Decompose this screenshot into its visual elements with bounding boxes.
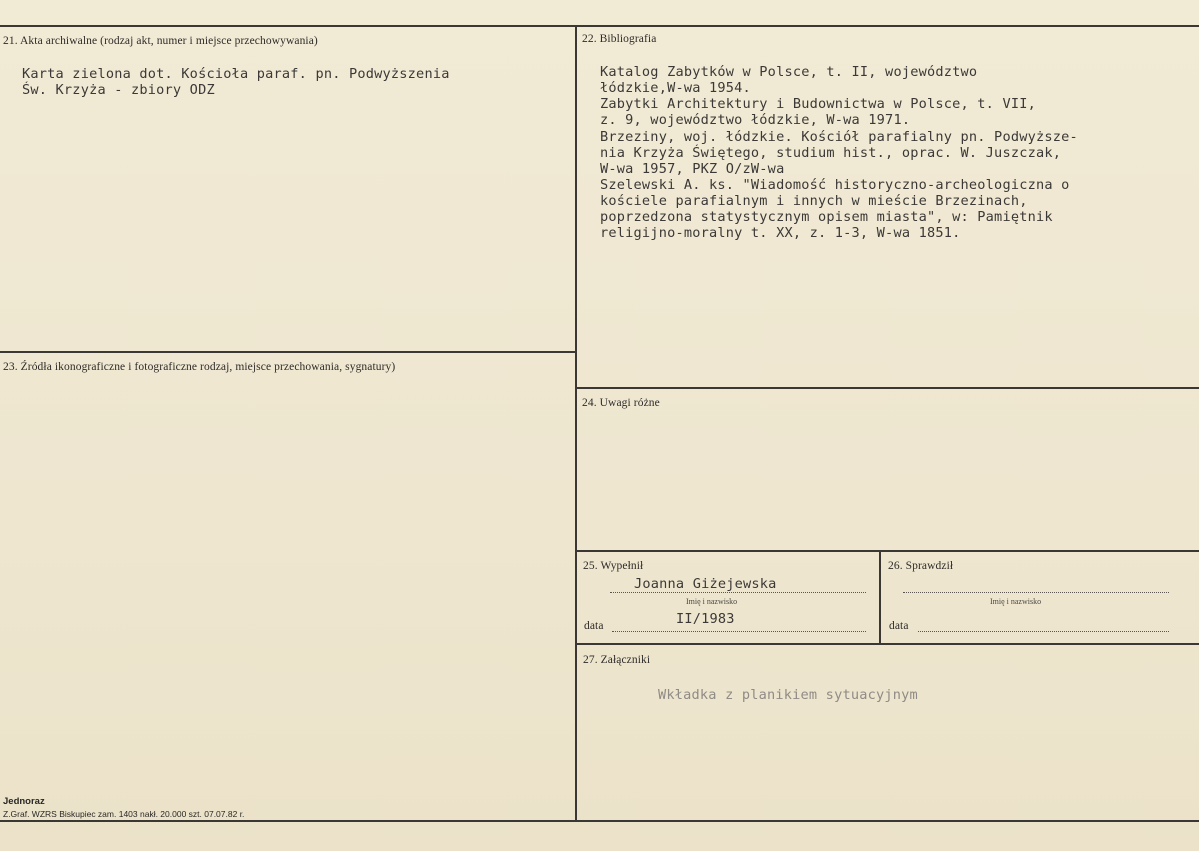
bibliography-line-9: kościele parafialnym i innych w mieście Brzezinach, — [600, 193, 1028, 209]
filled-by-name: Joanna Giżejewska — [634, 576, 777, 592]
section-27-label: 27. Załączniki — [583, 654, 651, 666]
divider-24-25 — [577, 550, 1199, 552]
section-21-label: 21. Akta archiwalne (rodzaj akt, numer i miejsce przechowywania) — [3, 35, 318, 47]
footer-title: Jednoraz — [3, 796, 45, 807]
bibliography-line-5: Brzeziny, woj. łódzkie. Kościół parafialny pn. Podwyższe- — [600, 129, 1078, 145]
section-26-label: 26. Sprawdził — [888, 560, 954, 572]
filled-by-name-line — [610, 592, 866, 593]
divider-21-23 — [0, 351, 576, 353]
bibliography-line-8: Szelewski A. ks. "Wiadomość historyczno-archeologiczna o — [600, 177, 1070, 193]
section-23-label: 23. Źródła ikonograficzne i fotograficzne rodzaj, miejsce przechowania, sygnatury) — [3, 361, 396, 373]
center-divider — [575, 25, 577, 820]
divider-22-24 — [577, 387, 1199, 389]
bibliography-line-3: Zabytki Architektury i Budownictwa w Polsce, t. VII, — [600, 96, 1036, 112]
section-24-label: 24. Uwagi różne — [582, 397, 660, 409]
bibliography-line-2: łódzkie,W-wa 1954. — [600, 80, 751, 96]
section-25-label: 25. Wypełnił — [583, 560, 644, 572]
top-border — [0, 25, 1199, 27]
section-21-line-2: Św. Krzyża - zbiory ODZ — [22, 82, 215, 98]
filled-by-date-line — [612, 631, 866, 632]
divider-25-26 — [879, 551, 881, 643]
bottom-border — [0, 820, 1199, 822]
bibliography-line-11: religijno-moralny t. XX, z. 1-3, W-wa 1851. — [600, 225, 961, 241]
checked-by-date-line — [918, 631, 1169, 632]
bibliography-line-4: z. 9, województwo łódzkie, W-wa 1971. — [600, 112, 911, 128]
checked-by-date-label: data — [889, 620, 909, 632]
section-21-line-1: Karta zielona dot. Kościoła paraf. pn. Podwyższenia — [22, 66, 450, 82]
section-22-label: 22. Bibliografia — [582, 33, 657, 45]
filled-by-date: II/1983 — [676, 611, 735, 627]
bibliography-line-7: W-wa 1957, PKZ O/zW-wa — [600, 161, 785, 177]
divider-25-27 — [577, 643, 1199, 645]
checked-by-name-caption: Imię i nazwisko — [990, 597, 1042, 606]
filled-by-date-label: data — [584, 620, 604, 632]
checked-by-name-line — [903, 592, 1169, 593]
filled-by-name-caption: Imię i nazwisko — [686, 597, 738, 606]
footer-imprint: Z.Graf. WZRS Biskupiec zam. 1403 nakł. 20.000 szt. 07.07.82 r. — [3, 809, 245, 819]
bibliography-line-10: poprzedzona statystycznym opisem miasta", w: Pamiętnik — [600, 209, 1053, 225]
attachments-text: Wkładka z planikiem sytuacyjnym — [658, 687, 918, 703]
bibliography-line-1: Katalog Zabytków w Polsce, t. II, województwo — [600, 64, 978, 80]
bibliography-line-6: nia Krzyża Świętego, studium hist., oprac. W. Juszczak, — [600, 145, 1062, 161]
